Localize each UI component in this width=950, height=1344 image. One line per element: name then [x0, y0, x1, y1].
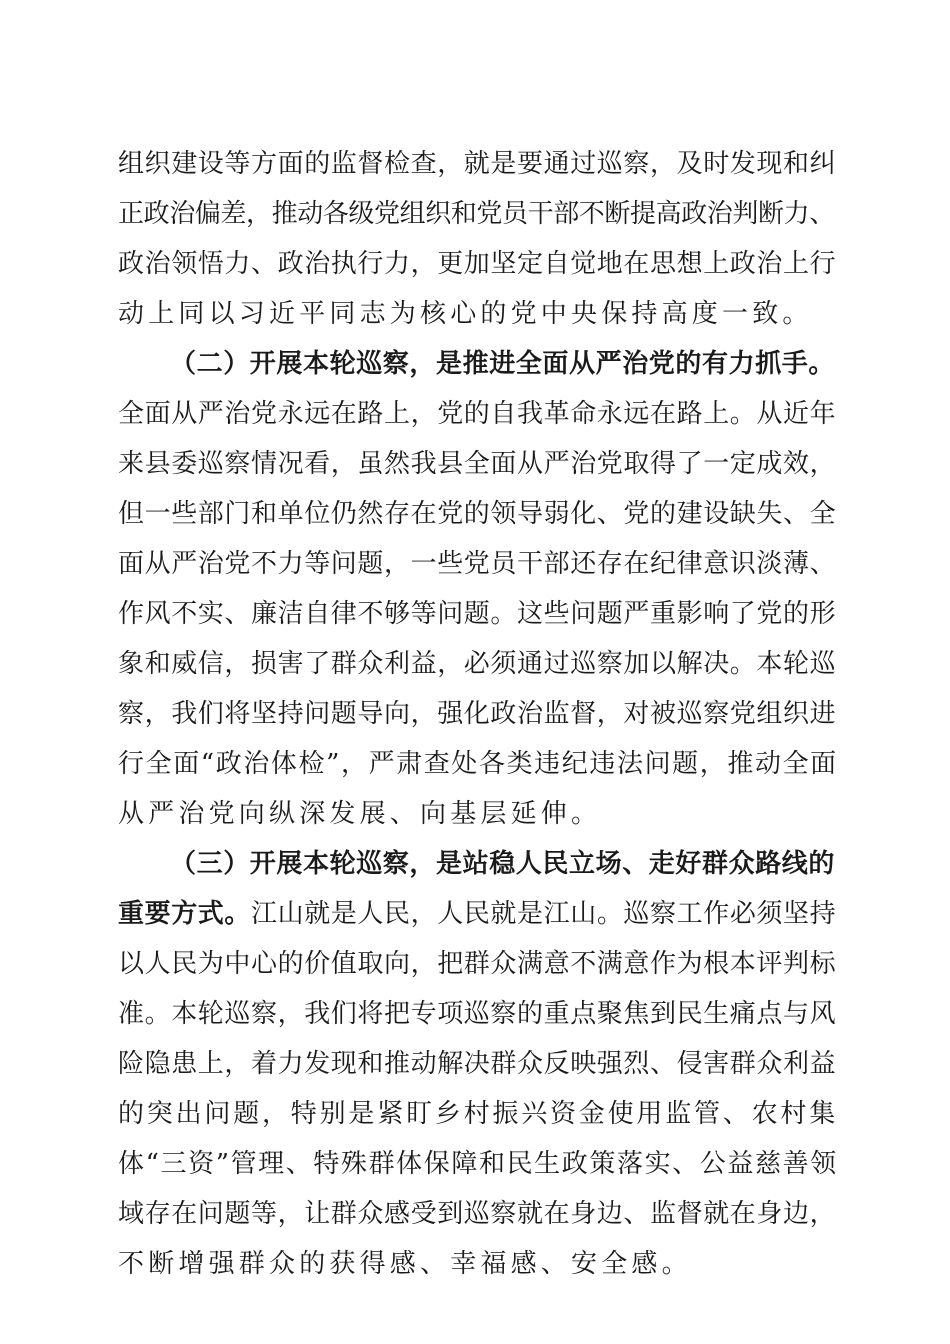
- bold-heading: （三）开展本轮巡察，是站稳人民立场、走好群众路线的: [170, 849, 836, 879]
- paragraph-2-line-4: [118, 540, 838, 588]
- paragraph-2-line-5: [118, 590, 838, 638]
- paragraph-1-line-2: [118, 190, 838, 238]
- paragraph-2-line-2: [118, 440, 838, 488]
- text-run: 全面从严治党永远在路上，党的自我革命永远在路上。从近年: [118, 399, 837, 429]
- text-run: 作风不实、廉洁自律不够等问题。这些问题严重影响了党的形: [118, 599, 837, 629]
- text-run: 正政治偏差，推动各级党组织和党员干部不断提高政治判断力、: [118, 199, 835, 229]
- paragraph-3-line-7: [118, 1190, 838, 1238]
- bold-heading: （二）开展本轮巡察，是推进全面从严治党的有力抓手。: [170, 349, 836, 379]
- paragraph-3-line-5: [118, 1090, 838, 1138]
- paragraph-2-line-9: [118, 790, 838, 838]
- text-run: 险隐患上，着力发现和推动解决群众反映强烈、侵害群众利益: [118, 1049, 837, 1079]
- section-heading-2: [170, 340, 838, 388]
- text-run: 的突出问题，特别是紧盯乡村振兴资金使用监管、农村集: [118, 1099, 839, 1129]
- text-run: 但一些部门和单位仍然存在党的领导弱化、党的建设缺失、全: [118, 499, 837, 529]
- section-heading-3: [170, 840, 838, 888]
- paragraph-3-line-6: [118, 1140, 838, 1188]
- paragraph-2-line-8: [118, 740, 838, 788]
- paragraph-1-line-1: [118, 140, 838, 188]
- bold-heading: 重要方式。: [118, 899, 252, 929]
- text-run: 组织建设等方面的监督检查，就是要通过巡察，及时发现和纠: [118, 149, 837, 179]
- text-run: 不断增强群众的获得感、幸福感、安全感。: [118, 1249, 692, 1279]
- paragraph-3-line-4: [118, 1040, 838, 1088]
- text-run: 行全面“政治体检”，严肃查处各类违纪违法问题，推动全面: [118, 749, 838, 779]
- paragraph-2-line-6: [118, 640, 838, 688]
- text-run: 来县委巡察情况看，虽然我县全面从严治党取得了一定成效，: [118, 449, 837, 479]
- paragraph-3-line-2: [118, 940, 838, 988]
- text-run: 象和威信，损害了群众利益，必须通过巡察加以解决。本轮巡: [118, 649, 837, 679]
- paragraph-2-line-7: [118, 690, 838, 738]
- paragraph-1-line-4: [118, 290, 838, 338]
- text-run: 江山就是人民，人民就是江山。巡察工作必须坚持: [251, 899, 837, 929]
- text-run: 域存在问题等，让群众感受到巡察就在身边、监督就在身边，: [118, 1199, 837, 1229]
- text-run: 面从严治党不力等问题，一些党员干部还存在纪律意识淡薄、: [118, 549, 837, 579]
- text-run: 察，我们将坚持问题导向，强化政治监督，对被巡察党组织进: [118, 699, 837, 729]
- paragraph-3-line-1: [118, 890, 838, 938]
- text-run: 动上同以习近平同志为核心的党中央保持高度一致。: [118, 299, 813, 329]
- text-run: 体“三资”管理、特殊群体保障和民生政策落实、公益慈善领: [118, 1149, 838, 1179]
- paragraph-2-line-3: [118, 490, 838, 538]
- paragraph-3-line-3: [118, 990, 838, 1038]
- paragraph-1-line-3: [118, 240, 838, 288]
- paragraph-2-line-1: [118, 390, 838, 438]
- text-run: 从严治党向纵深发展、向基层延伸。: [118, 799, 602, 829]
- text-run: 政治领悟力、政治执行力，更加坚定自觉地在思想上政治上行: [118, 249, 837, 279]
- text-run: 以人民为中心的价值取向，把群众满意不满意作为根本评判标: [118, 949, 837, 979]
- paragraph-3-line-8: [118, 1240, 838, 1288]
- text-run: 准。本轮巡察，我们将把专项巡察的重点聚焦到民生痛点与风: [118, 999, 837, 1029]
